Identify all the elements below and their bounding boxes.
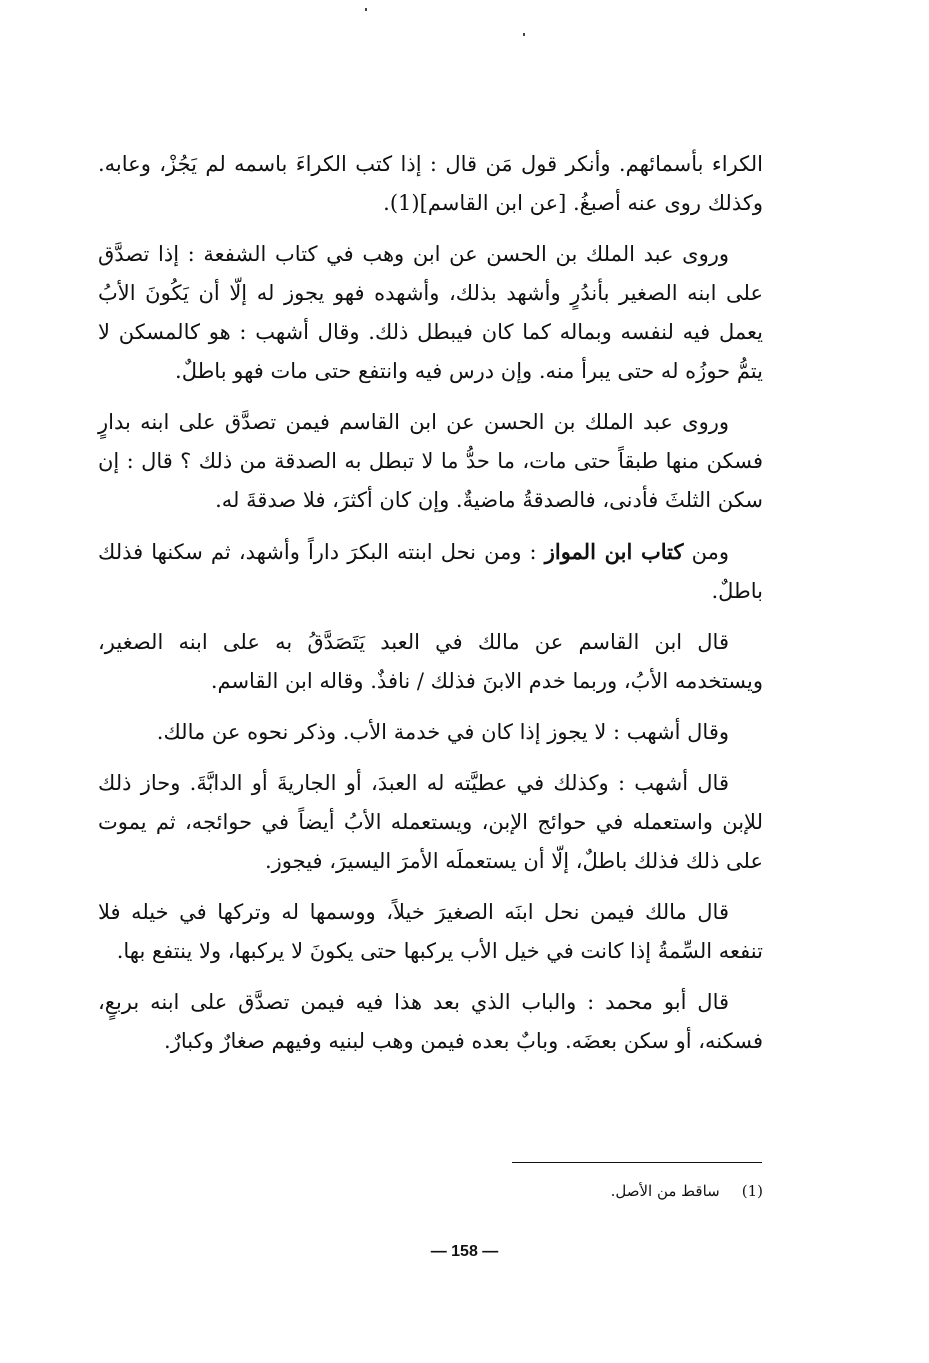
paragraph-6: وقال أشهب : لا يجوز إذا كان في خدمة الأب. وذكر نحوه عن مالك.	[156, 720, 729, 744]
paragraph-5: قال ابن القاسم عن مالك في العبد يَتَصَدَّقُ به على ابنه الصغير، ويستخدمه الأبُ، وربما خدم الابنَ فذلك / نافذٌ. وقاله ابن القاسم.	[98, 630, 763, 693]
paragraph-4	[98, 532, 763, 611]
source-title: كتاب ابن المواز	[544, 539, 684, 564]
footnote-text: ساقط من الأصل.	[610, 1182, 720, 1200]
page-body	[98, 145, 763, 1073]
paragraph-3: وروى عبد الملك بن الحسن عن ابن القاسم فيمن تصدَّق على ابنه بدارٍ فسكن منها طبقاً حتى مات، ما حدُّ ما لا تبطل به الصدقة من ذلك ؟ قال : إن سكن الثلثَ فأدنى، فالصدقةُ ماضيةٌ. وإن كان أكثرَ، فلا صدقةَ له.	[98, 410, 763, 512]
paragraph-2: وروى عبد الملك بن الحسن عن ابن وهب في كتاب الشفعة : إذا تصدَّق على ابنه الصغير بأندُرٍ وأشهد بذلك، وأشهده فهو يجوز له إلّا أن يَكُونَ الأبُ يعمل فيه لنفسه وبماله كما كان فيبطل ذلك. وقال أشهب : هو كالمسكن لا يتمُّ حوزُه له حتى يبرأ منه. وإن درس فيه وانتفع حتى مات فهو باطلٌ.	[98, 242, 763, 383]
paragraph-7: قال أشهب : وكذلك في عطيَّته له العبدَ، أو الجاريةَ أو الدابَّةَ. وحاز ذلك للإبن واستعمله في حوائج الإبن، ويستعمله الأبُ أيضاً في حوائجه، ثم يموت على ذلك فذلك باطلٌ، إلّا أن يستعملَه الأمرَ اليسيرَ، فيجوز.	[98, 771, 763, 873]
paragraph-4-lead: ومن	[683, 540, 729, 564]
footnote-number: (1)	[741, 1182, 763, 1200]
scan-speck	[365, 8, 367, 11]
paragraph-9: قال أبو محمد : والباب الذي بعد هذا فيه فيمن تصدَّق على ابنه بربعٍ، فسكنه، أو سكن بعضَه. وبابٌ بعده فيمن وهب لبنيه وفيهم صغارٌ وكبارٌ.	[98, 990, 763, 1053]
page-number: — 158 —	[430, 1243, 499, 1260]
scan-speck	[523, 33, 525, 36]
paragraph-4-rest: : ومن نحل ابنته البكرَ داراً وأشهد، ثم سكنها فذلك باطلٌ.	[98, 540, 763, 603]
footnote-divider	[512, 1162, 762, 1163]
paragraph-8: قال مالك فيمن نحل ابنَه الصغيرَ خيلاً، ووسمها له وتركها في خيله فلا تنفعه السِّمةُ إذا كانت في خيل الأب يركبها حتى يكونَ لا يركبها، ولا ينتفع بها.	[98, 900, 763, 963]
paragraph-1: الكراء بأسمائهم. وأنكر قول مَن قال : إذا كتب الكراءَ باسمه لم يَجُزْ، وعابه. وكذلك روى عنه أصبغُ. [عن ابن القاسم](1).	[98, 152, 763, 215]
footnote	[263, 1178, 763, 1204]
